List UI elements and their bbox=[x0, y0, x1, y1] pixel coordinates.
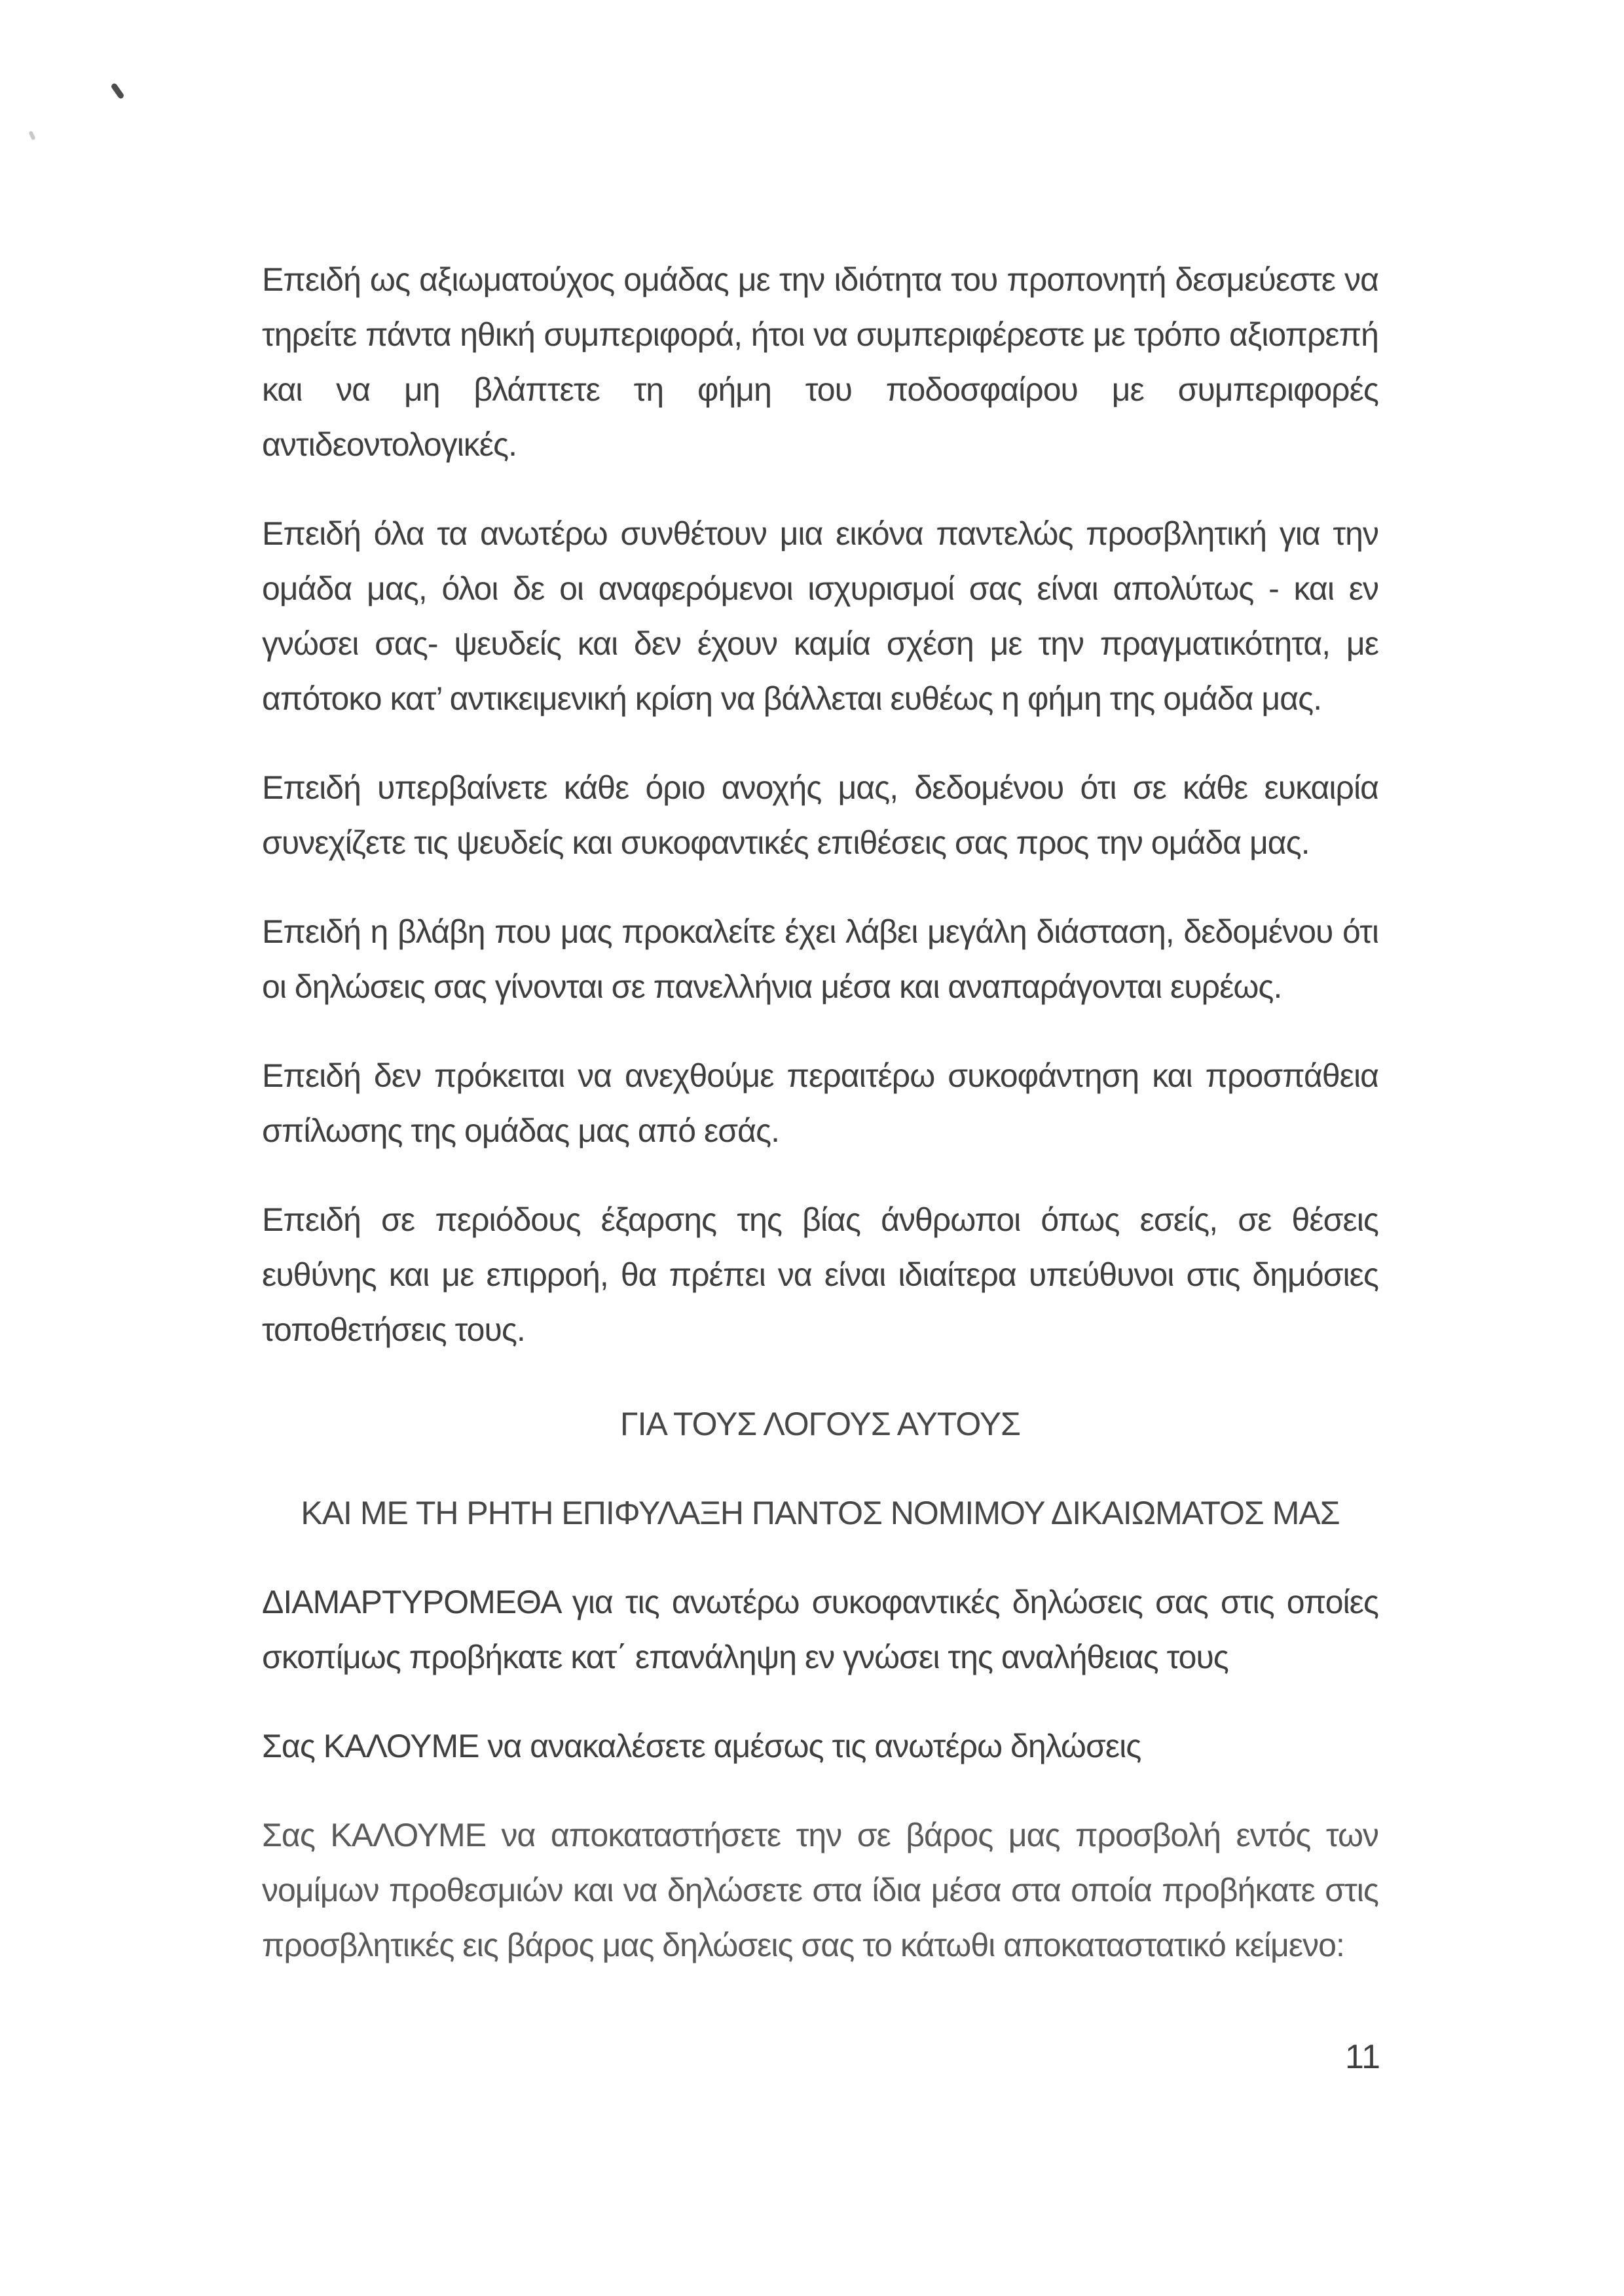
premise-paragraph-4: Επειδή η βλάβη που μας προκαλείτε έχει λάβει μεγάλη διάσταση, δεδομένου ότι οι δηλώσεις σας γίνονται σε πανελλήνια μέσα και αναπαράγονται ευρέως. bbox=[262, 913, 1378, 1005]
premise-paragraph-3: Επειδή υπερβαίνετε κάθε όριο ανοχής μας, δεδομένου ότι σε κάθε ευκαιρία συνεχίζετε τις ψευδείς και συκοφαντικές επιθέσεις σας προς την ομάδα μας. bbox=[262, 769, 1378, 861]
demand-paragraph-restore: Σας ΚΑΛΟΥΜΕ να αποκαταστήσετε την σε βάρος μας προσβολή εντός των νομίμων προθεσμιών και να δηλώσετε στα ίδια μέσα στα οποία προβήκατε στις προσβλητικές εις βάρος μας δηλώσεις σας το κάτωθι αποκαταστατικό κείμενο: bbox=[262, 1817, 1378, 1963]
premise-paragraph-5: Επειδή δεν πρόκειται να ανεχθούμε περαιτέρω συκοφάντηση και προσπάθεια σπίλωσης της ομάδας μας από εσάς. bbox=[262, 1057, 1378, 1149]
conclusion-heading-line2: ΚΑΙ ΜΕ ΤΗ ΡΗΤΗ ΕΠΙΦΥΛΑΞΗ ΠΑΝΤΟΣ ΝΟΜΙΜΟΥ ΔΙΚΑΙΩΜΑΤΟΣ ΜΑΣ bbox=[301, 1495, 1340, 1531]
premise-paragraph-1: Επειδή ως αξιωματούχος ομάδας με την ιδιότητα του προπονητή δεσμεύεστε να τηρείτε πάντα ηθική συμπεριφορά, ήτοι να συμπεριφέρεστε με τρόπο αξιοπρεπή και να μη βλάπτετε τη φήμη του ποδοσφαίρου με συμπεριφορές αντιδεοντολογικές. bbox=[262, 261, 1378, 463]
demand-paragraph-retract: Σας ΚΑΛΟΥΜΕ να ανακαλέσετε αμέσως τις ανωτέρω δηλώσεις bbox=[262, 1728, 1141, 1764]
scan-artifact-speck bbox=[28, 130, 35, 140]
premise-paragraph-6: Επειδή σε περιόδους έξαρσης της βίας άνθρωποι όπως εσείς, σε θέσεις ευθύνης και με επιρροή, θα πρέπει να είναι ιδιαίτερα υπεύθυνοι στις δημόσιες τοποθετήσεις τους. bbox=[262, 1201, 1378, 1348]
premise-paragraph-2: Επειδή όλα τα ανωτέρω συνθέτουν μια εικόνα παντελώς προσβλητική για την ομάδα μας, όλοι δε οι αναφερόμενοι ισχυρισμοί σας είναι απολύτως - και εν γνώσει σας- ψευδείς και δεν έχουν καμία σχέση με την πραγματικότητα, με απότοκο κατ’ αντικειμενική κρίση να βάλλεται ευθέως η φήμη της ομάδα μας. bbox=[262, 515, 1378, 717]
page-number: 11 bbox=[1345, 2038, 1380, 2076]
conclusion-heading-line1: ΓΙΑ ΤΟΥΣ ΛΟΓΟΥΣ ΑΥΤΟΥΣ bbox=[620, 1406, 1020, 1442]
demand-paragraph-protest: ΔΙΑΜΑΡΤΥΡΟΜΕΘΑ για τις ανωτέρω συκοφαντικές δηλώσεις σας στις οποίες σκοπίμως προβήκατε κατ΄ επανάληψη εν γνώσει της αναλήθειας τους bbox=[262, 1584, 1378, 1675]
scan-artifact-mark bbox=[110, 82, 124, 100]
document-body bbox=[262, 252, 1378, 2007]
